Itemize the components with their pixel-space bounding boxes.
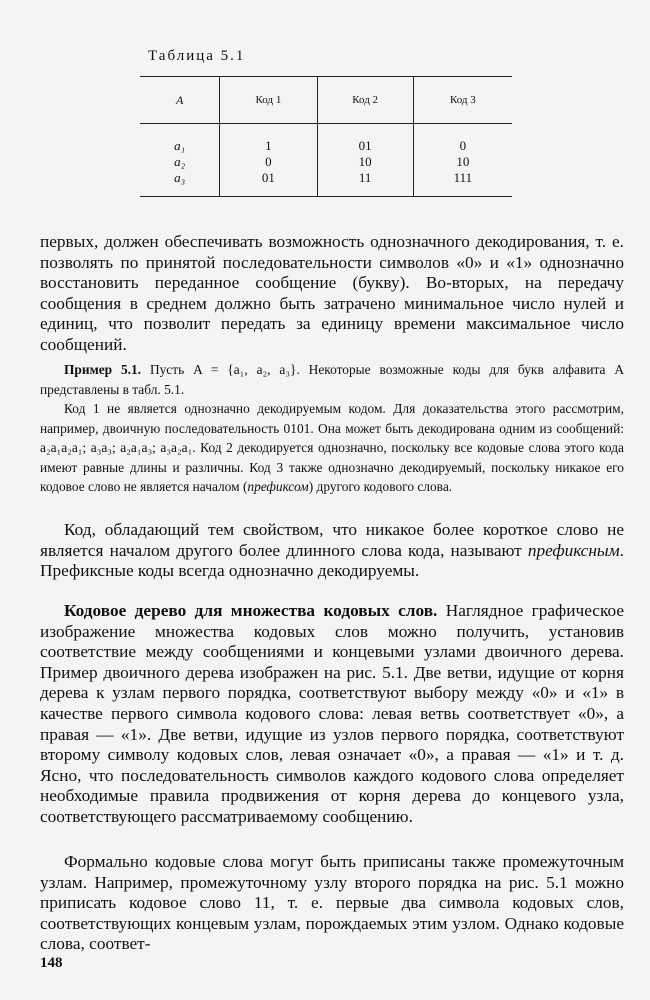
- example-text: Пусть A = {a₁, a₂, a₃}. Некоторые возможные коды для букв алфавита A представлены в табл. 5.1.: [40, 362, 624, 397]
- example-paragraph-end: ) другого кодового слова.: [308, 479, 453, 494]
- prefix-text-after: . Префиксные коды всегда однозначно декодируемы.: [40, 540, 624, 581]
- header-code-3: Код 3: [413, 77, 512, 124]
- code-3-column: [413, 124, 512, 197]
- paragraph-intermediate-nodes: Формально кодовые слова могут быть приписаны также промежуточным узлам. Например, промежуточному узлу второго порядка на рис. 5.1 можно приписать кодовое слово 11, т. е. первые два символа кодовых слов, соответствующих концевым узлам, порождаемых этим узлом. Однако кодовые слова, соответ-: [40, 852, 624, 954]
- example-explanation: [40, 399, 624, 497]
- table-caption: Таблица 5.1: [148, 48, 246, 64]
- paragraph-requirements: первых, должен обеспечивать возможность однозначного декодирования, т. е. позволять по принятой последовательности символов «0» и «1» однозначно восстановить переданное сообщение (букву). Во-вторых, на передачу сообщения в среднем должно быть затрачено минимальное число нулей и единиц, что позволит передать за единицу времени максимальное число сообщений.: [40, 232, 624, 354]
- table-cell: a₂: [174, 154, 186, 169]
- table-cell: 10: [358, 154, 372, 169]
- header-code-1: Код 1: [220, 77, 317, 124]
- table-cell: 0: [459, 138, 467, 153]
- table-header-row: [140, 77, 512, 124]
- table-body-row: [140, 124, 512, 197]
- table-cell: 10: [456, 154, 470, 169]
- table-cell: 1: [265, 138, 272, 153]
- prefix-code-term: префиксным: [527, 540, 620, 560]
- prefix-term: префиксом: [247, 479, 309, 494]
- example-intro: [40, 360, 624, 399]
- header-alphabet: A: [140, 77, 220, 124]
- example-block: [40, 360, 624, 497]
- example-label: Пример 5.1.: [64, 362, 142, 377]
- table-cell: 111: [453, 170, 473, 185]
- paragraph-code-tree: [40, 601, 624, 828]
- table-cell: 11: [358, 170, 372, 185]
- code-tree-text: Наглядное графическое изображение множества кодовых слов можно получить, установив соответствие между сообщениями и концевыми узлами двоичного дерева. Пример двоичного дерева изображен на рис. 5.1. Две ветви, идущие от корня дерева к узлам первого порядка, соответствуют выбору между «0» и «1» в качестве первого символа кодового слова: левая ветвь соответствует «0», а правая — «1». Две ветви, идущие из узлов первого порядка, соответствуют второму символу кодовых слов, левая означает «0», а правая — «1» и т. д. Ясно, что последовательность символов каждого кодового слова определяет необходимые правила продвижения от корня дерева до концевого узла, соответствующего рассматриваемому сообщению.: [40, 601, 625, 826]
- table-cell: 0: [265, 154, 272, 169]
- alphabet-column: [140, 124, 220, 197]
- prefix-text-before: Код, обладающий тем свойством, что никакое более короткое слово не является началом другого более длинного слова кода, называют: [40, 520, 624, 560]
- section-heading: Кодовое дерево для множества кодовых слов.: [64, 601, 438, 620]
- codes-table: [140, 76, 512, 197]
- header-code-2: Код 2: [317, 77, 413, 124]
- code-1-column: [220, 124, 317, 197]
- example-paragraph: Код 1 не является однозначно декодируемым кодом. Для доказательства этого рассмотрим, например, двоичную последовательность 0101. Она может быть декодирована одним из сообщений: a₂a₁a₂a₁; a₃a₃; a₂a₁a₃; a₃a₂a₁. Код 2 декодируется однозначно, поскольку все кодовые слова этого кода имеют равные длины и различны. Код 3 также однозначно декодируемый, поскольку никакое его кодовое слово не является началом (: [40, 401, 624, 494]
- paragraph-prefix-codes: [40, 520, 624, 582]
- page-number: 148: [40, 955, 63, 971]
- table-cell: a₃: [174, 170, 186, 185]
- table-cell: 01: [358, 138, 372, 153]
- code-2-column: [317, 124, 413, 197]
- table-cell: a₁: [174, 138, 186, 153]
- table-cell: 01: [261, 170, 275, 185]
